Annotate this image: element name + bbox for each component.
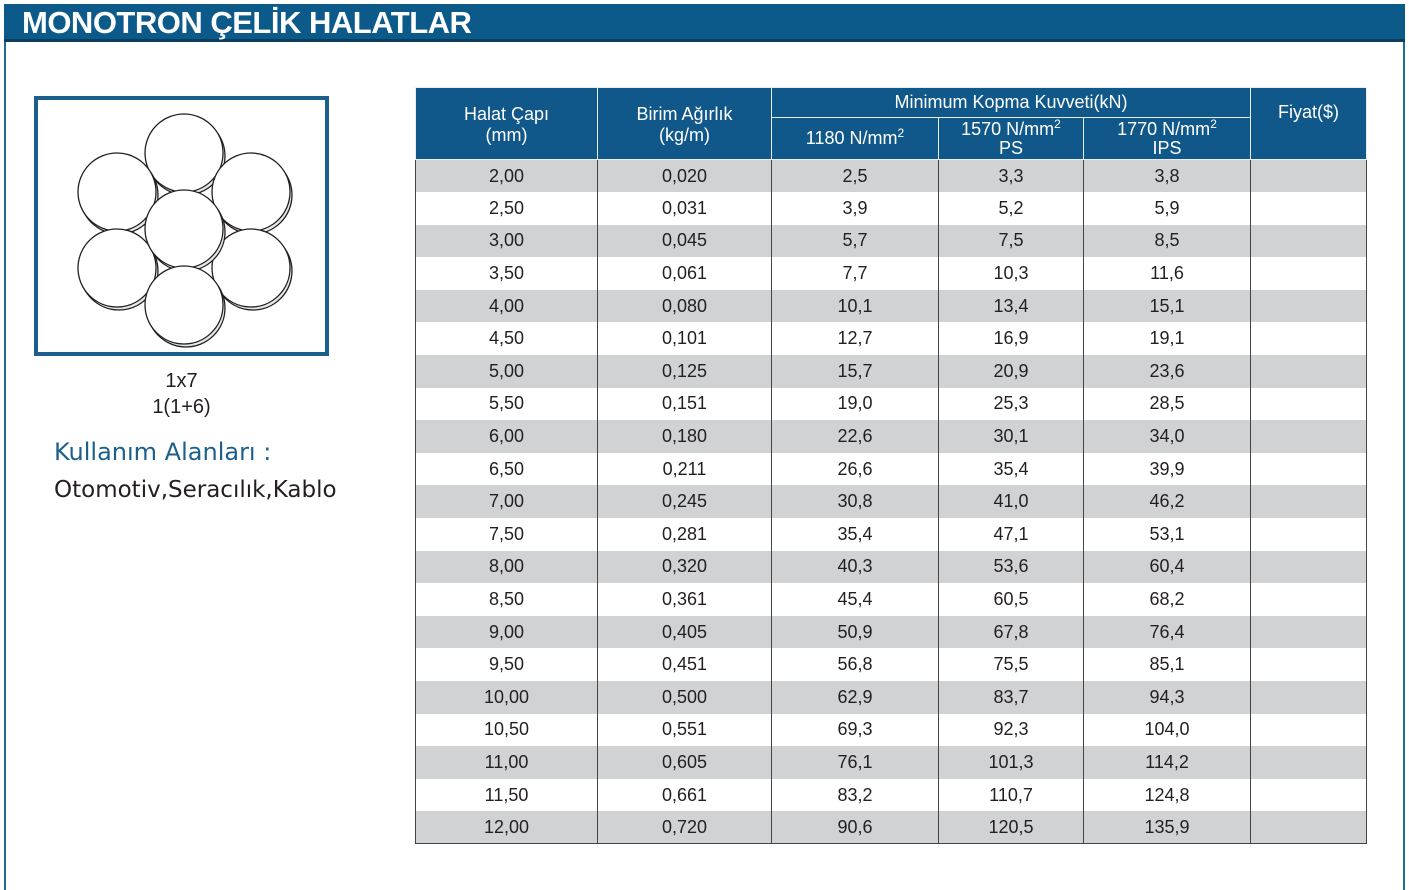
cell-force-1770: 76,4 (1084, 616, 1251, 649)
header-breaking-force (772, 88, 1251, 118)
cell-price (1251, 225, 1367, 258)
table-row (416, 811, 1367, 844)
cell-weight: 0,031 (598, 192, 772, 225)
cell-diameter: 11,00 (416, 746, 598, 779)
table-row (416, 583, 1367, 616)
cell-price (1251, 583, 1367, 616)
cell-force-1770: 3,8 (1084, 160, 1251, 193)
cell-force-1770: 15,1 (1084, 290, 1251, 323)
cell-force-1570: 10,3 (939, 257, 1084, 290)
cell-price (1251, 322, 1367, 355)
cell-price (1251, 160, 1367, 193)
cell-diameter: 8,50 (416, 583, 598, 616)
table-row (416, 420, 1367, 453)
cell-force-1180: 30,8 (772, 485, 939, 518)
cell-force-1570: 83,7 (939, 681, 1084, 714)
cell-force-1770: 34,0 (1084, 420, 1251, 453)
table-row (416, 257, 1367, 290)
cell-diameter: 10,00 (416, 681, 598, 714)
header-grade-ips-label: IPS (1152, 137, 1182, 158)
cell-force-1770: 94,3 (1084, 681, 1251, 714)
cell-diameter: 9,00 (416, 616, 598, 649)
cell-diameter: 2,00 (416, 160, 598, 193)
cell-price (1251, 290, 1367, 323)
cell-force-1180: 15,7 (772, 355, 939, 388)
cell-weight: 0,101 (598, 322, 772, 355)
cell-price (1251, 388, 1367, 421)
cell-force-1770: 124,8 (1084, 779, 1251, 812)
cell-force-1570: 120,5 (939, 811, 1084, 844)
cell-weight: 0,180 (598, 420, 772, 453)
cell-diameter: 3,50 (416, 257, 598, 290)
header-diameter (416, 88, 598, 160)
header-grade-ps-label: PS (998, 137, 1023, 158)
construction-formula: 1(1+6) (152, 396, 211, 418)
cell-price (1251, 453, 1367, 486)
wire-rope-cross-section-icon (38, 100, 325, 352)
cell-weight: 0,720 (598, 811, 772, 844)
cell-price (1251, 648, 1367, 681)
table-row (416, 322, 1367, 355)
cell-weight: 0,361 (598, 583, 772, 616)
cell-weight: 0,320 (598, 551, 772, 584)
cell-diameter: 4,50 (416, 322, 598, 355)
cell-force-1770: 46,2 (1084, 485, 1251, 518)
cell-price (1251, 485, 1367, 518)
cell-price (1251, 811, 1367, 844)
cell-force-1180: 12,7 (772, 322, 939, 355)
cell-force-1770: 19,1 (1084, 322, 1251, 355)
header-grade-1770-label: 1770 N/mm (1117, 118, 1211, 139)
cell-force-1180: 5,7 (772, 225, 939, 258)
cell-diameter: 11,50 (416, 779, 598, 812)
cell-force-1570: 47,1 (939, 518, 1084, 551)
cell-force-1770: 39,9 (1084, 453, 1251, 486)
strand-diagram-box (34, 96, 329, 356)
cell-price (1251, 257, 1367, 290)
cell-weight: 0,661 (598, 779, 772, 812)
superscript: 2 (897, 126, 905, 140)
header-grade-1180 (772, 118, 939, 160)
table-row (416, 551, 1367, 584)
cell-diameter: 7,50 (416, 518, 598, 551)
cell-force-1180: 2,5 (772, 160, 939, 193)
table-row (416, 388, 1367, 421)
construction-code: 1x7 (165, 370, 198, 392)
table-row (416, 485, 1367, 518)
cell-force-1570: 101,3 (939, 746, 1084, 779)
table-body (416, 160, 1367, 844)
cell-diameter: 10,50 (416, 714, 598, 747)
cell-price (1251, 420, 1367, 453)
cell-diameter: 6,00 (416, 420, 598, 453)
cell-force-1770: 114,2 (1084, 746, 1251, 779)
usage-text: Otomotiv,Seracılık,Kablo (54, 477, 337, 503)
cell-force-1180: 22,6 (772, 420, 939, 453)
cell-diameter: 9,50 (416, 648, 598, 681)
cell-force-1180: 40,3 (772, 551, 939, 584)
cell-diameter: 5,50 (416, 388, 598, 421)
table-row (416, 746, 1367, 779)
table-row (416, 290, 1367, 323)
cell-force-1180: 69,3 (772, 714, 939, 747)
cell-force-1770: 85,1 (1084, 648, 1251, 681)
header-weight (598, 88, 772, 160)
cell-force-1570: 41,0 (939, 485, 1084, 518)
superscript: 2 (1054, 116, 1061, 131)
cell-price (1251, 779, 1367, 812)
cell-diameter: 5,00 (416, 355, 598, 388)
cell-force-1570: 35,4 (939, 453, 1084, 486)
cell-force-1770: 28,5 (1084, 388, 1251, 421)
cell-force-1180: 83,2 (772, 779, 939, 812)
cell-force-1180: 19,0 (772, 388, 939, 421)
cell-weight: 0,245 (598, 485, 772, 518)
specs-table (415, 87, 1367, 844)
header-grade-1770 (1084, 118, 1251, 160)
cell-force-1570: 92,3 (939, 714, 1084, 747)
cell-force-1570: 20,9 (939, 355, 1084, 388)
cell-weight: 0,605 (598, 746, 772, 779)
cell-weight: 0,061 (598, 257, 772, 290)
table-row (416, 160, 1367, 193)
cell-weight: 0,020 (598, 160, 772, 193)
table-row (416, 616, 1367, 649)
title-bar (4, 4, 1405, 42)
cell-force-1180: 7,7 (772, 257, 939, 290)
cell-weight: 0,551 (598, 714, 772, 747)
cell-force-1570: 16,9 (939, 322, 1084, 355)
table-row (416, 225, 1367, 258)
cell-force-1570: 5,2 (939, 192, 1084, 225)
cell-force-1770: 53,1 (1084, 518, 1251, 551)
cell-weight: 0,211 (598, 453, 772, 486)
cell-diameter: 4,00 (416, 290, 598, 323)
cell-diameter: 2,50 (416, 192, 598, 225)
cell-force-1180: 76,1 (772, 746, 939, 779)
cell-force-1570: 60,5 (939, 583, 1084, 616)
cell-force-1570: 53,6 (939, 551, 1084, 584)
cell-force-1570: 30,1 (939, 420, 1084, 453)
cell-diameter: 12,00 (416, 811, 598, 844)
cell-weight: 0,405 (598, 616, 772, 649)
cell-price (1251, 551, 1367, 584)
superscript: 2 (1210, 116, 1217, 131)
cell-force-1570: 13,4 (939, 290, 1084, 323)
cell-weight: 0,151 (598, 388, 772, 421)
cell-price (1251, 355, 1367, 388)
cell-force-1570: 25,3 (939, 388, 1084, 421)
cell-force-1180: 35,4 (772, 518, 939, 551)
cell-force-1770: 104,0 (1084, 714, 1251, 747)
table-row (416, 681, 1367, 714)
cell-weight: 0,451 (598, 648, 772, 681)
table-row (416, 355, 1367, 388)
table-row (416, 192, 1367, 225)
cell-force-1770: 8,5 (1084, 225, 1251, 258)
cell-force-1180: 90,6 (772, 811, 939, 844)
page-title: MONOTRON ÇELİK HALATLAR (22, 5, 472, 40)
table-row (416, 779, 1367, 812)
cell-force-1180: 56,8 (772, 648, 939, 681)
cell-force-1180: 62,9 (772, 681, 939, 714)
cell-diameter: 8,00 (416, 551, 598, 584)
table-row (416, 518, 1367, 551)
cell-price (1251, 746, 1367, 779)
table-row (416, 648, 1367, 681)
cell-weight: 0,281 (598, 518, 772, 551)
cell-force-1770: 68,2 (1084, 583, 1251, 616)
cell-price (1251, 681, 1367, 714)
cell-force-1180: 45,4 (772, 583, 939, 616)
cell-force-1570: 110,7 (939, 779, 1084, 812)
cell-price (1251, 714, 1367, 747)
table-row (416, 453, 1367, 486)
header-price (1251, 88, 1367, 160)
table-row (416, 714, 1367, 747)
cell-price (1251, 616, 1367, 649)
cell-diameter: 7,00 (416, 485, 598, 518)
cell-force-1570: 67,8 (939, 616, 1084, 649)
usage-title: Kullanım Alanları : (54, 438, 272, 466)
header-grade-1570-label: 1570 N/mm (961, 118, 1055, 139)
cell-force-1570: 3,3 (939, 160, 1084, 193)
cell-force-1180: 26,6 (772, 453, 939, 486)
cell-price (1251, 518, 1367, 551)
cell-force-1570: 75,5 (939, 648, 1084, 681)
cell-force-1180: 3,9 (772, 192, 939, 225)
cell-force-1770: 60,4 (1084, 551, 1251, 584)
header-grade-1570 (939, 118, 1084, 160)
cell-force-1770: 11,6 (1084, 257, 1251, 290)
cell-force-1180: 50,9 (772, 616, 939, 649)
cell-force-1770: 23,6 (1084, 355, 1251, 388)
cell-diameter: 3,00 (416, 225, 598, 258)
header-grade-1180-label: 1180 N/mm (805, 128, 898, 148)
cell-force-1570: 7,5 (939, 225, 1084, 258)
cell-weight: 0,125 (598, 355, 772, 388)
header-breaking-force-label: Minimum Kopma Kuvveti(kN) (894, 92, 1128, 112)
cell-force-1770: 135,9 (1084, 811, 1251, 844)
cell-weight: 0,045 (598, 225, 772, 258)
cell-diameter: 6,50 (416, 453, 598, 486)
cell-price (1251, 192, 1367, 225)
cell-weight: 0,500 (598, 681, 772, 714)
header-price-label: Fiyat($) (1278, 102, 1340, 122)
header-weight-label: Birim Ağırlık (kg/m) (636, 103, 733, 145)
cell-force-1770: 5,9 (1084, 192, 1251, 225)
cell-weight: 0,080 (598, 290, 772, 323)
header-diameter-label: Halat Çapı (mm) (463, 103, 550, 145)
cell-force-1180: 10,1 (772, 290, 939, 323)
